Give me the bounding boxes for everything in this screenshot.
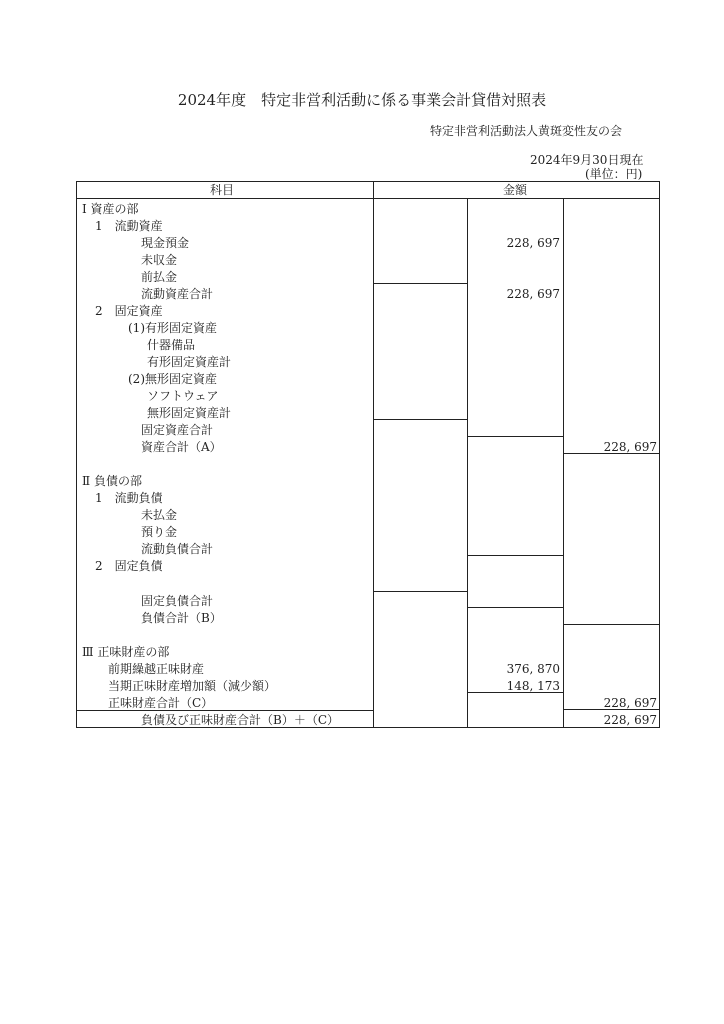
cash-label: 現金預金 <box>141 236 190 250</box>
fixed-liabilities-heading: 2 固定負債 <box>95 559 163 573</box>
net-assets-total-value: 228, 697 <box>603 696 657 710</box>
current-assets-total-value: 228, 697 <box>506 287 560 301</box>
rule-b <box>373 419 467 420</box>
grand-total-label: 負債及び正味財産合計（B）＋（C） <box>141 713 340 727</box>
rule-c <box>467 436 563 437</box>
rule-a <box>373 283 467 284</box>
net-asset-change-value: 148, 173 <box>506 679 560 693</box>
current-liabilities-heading: 1 流動負債 <box>95 491 163 505</box>
table-top-border <box>76 181 660 182</box>
fixed-liabilities-total-label: 固定負債合計 <box>141 594 214 608</box>
unit-label: (単位：円) <box>585 167 643 181</box>
subject-amount-divider <box>373 181 374 728</box>
table-right-border <box>659 181 660 728</box>
tangible-assets-heading: (1)有形固定資産 <box>128 321 217 335</box>
as-of-date: 2024年9月30日現在 <box>530 153 644 167</box>
deposits-label: 預り金 <box>141 525 178 539</box>
accounts-payable-label: 未払金 <box>141 508 178 522</box>
grand-total-value: 228, 697 <box>603 713 657 727</box>
organization-name: 特定非営利活動法人黄斑変性友の会 <box>430 124 623 138</box>
intangible-total-label: 無形固定資産計 <box>147 406 232 420</box>
amount-column-divider-2 <box>563 198 564 728</box>
total-assets-label: 資産合計（A） <box>141 440 222 454</box>
fixed-assets-total-label: 固定資産合計 <box>141 423 214 437</box>
software-label: ソフトウェア <box>147 389 219 403</box>
current-assets-heading: 1 流動資産 <box>95 219 163 233</box>
cash-value: 228, 697 <box>506 236 560 250</box>
table-header-divider <box>76 198 660 199</box>
rule-f <box>373 591 467 592</box>
net-asset-change-label: 当期正味財産増加額（減少額） <box>108 679 277 693</box>
fixtures-label: 什器備品 <box>147 338 196 352</box>
current-assets-total-label: 流動資産合計 <box>141 287 214 301</box>
liabilities-section: Ⅱ 負債の部 <box>82 474 142 488</box>
current-liabilities-total-label: 流動負債合計 <box>141 542 214 556</box>
prior-net-assets-label: 前期繰越正味財産 <box>108 662 205 676</box>
header-subject: 科目 <box>210 183 235 197</box>
net-assets-section: Ⅲ 正味財産の部 <box>82 645 170 659</box>
intangible-assets-heading: (2)無形固定資産 <box>128 372 217 386</box>
assets-section: Ⅰ 資産の部 <box>82 202 139 216</box>
receivables-label: 未収金 <box>141 253 178 267</box>
total-assets-value: 228, 697 <box>603 440 657 454</box>
rule-h <box>563 624 659 625</box>
fixed-assets-heading: 2 固定資産 <box>95 304 163 318</box>
net-assets-total-label: 正味財産合計（C） <box>108 696 214 710</box>
document-title: 2024年度 特定非営利活動に係る事業会計貸借対照表 <box>177 91 547 109</box>
table-left-border <box>76 181 77 728</box>
prepaid-label: 前払金 <box>141 270 178 284</box>
rule-g <box>467 607 563 608</box>
tangible-total-label: 有形固定資産計 <box>147 355 232 369</box>
prior-net-assets-value: 376, 870 <box>506 662 560 676</box>
rule-e <box>467 555 563 556</box>
header-amount: 金額 <box>503 183 528 197</box>
amount-column-divider-1 <box>467 198 468 728</box>
total-liabilities-label: 負債合計（B） <box>141 611 222 625</box>
